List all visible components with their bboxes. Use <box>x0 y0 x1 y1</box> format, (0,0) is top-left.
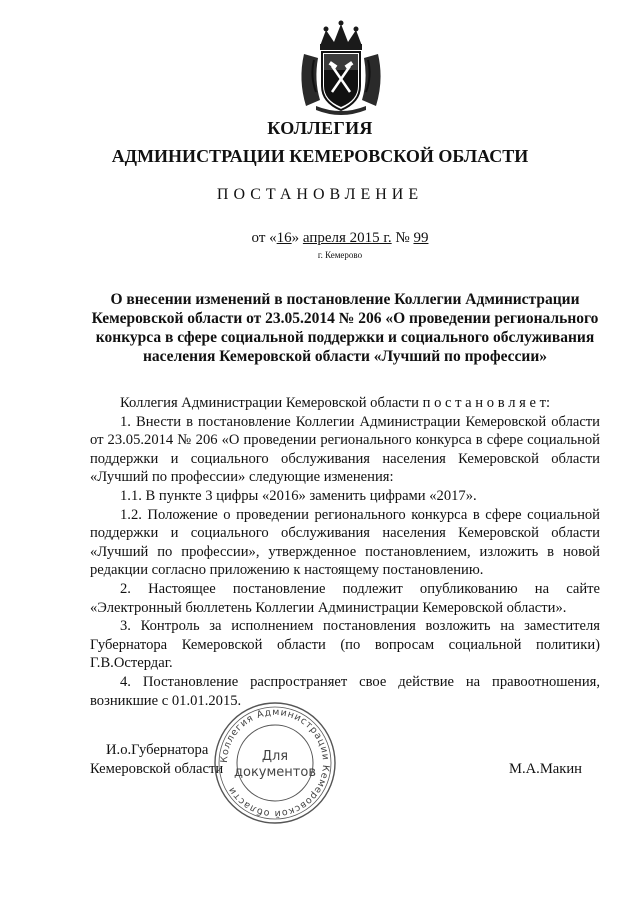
paragraph-3: 3. Контроль за исполнением постановления возложить на заместителя Губернатора Кемеровской области (по вопросам социальной политики) Г.В.Остердаг. <box>90 618 600 672</box>
paragraph-2: 2. Настоящее постановление подлежит опубликованию на сайте «Электронный бюллетень Коллегии Администрации Кемеровской области». <box>90 580 600 616</box>
intro-paragraph <box>90 394 600 413</box>
signatory-post-line1: И.о.Губернатора <box>106 742 209 758</box>
city-name: г. Кемерово <box>317 250 363 260</box>
document-number: 99 <box>413 230 429 246</box>
paragraph-1-1: 1.1. В пункте 3 цифры «2016» заменить цифрами «2017». <box>120 487 477 504</box>
coat-of-arms-icon <box>296 20 386 116</box>
org-name-line2: АДМИНИСТРАЦИИ КЕМЕРОВСКОЙ ОБЛАСТИ <box>111 146 529 166</box>
stamp-ring-text: Коллегия Администрации Кемеровской области <box>218 706 332 820</box>
intro-text: Коллегия Администрации Кемеровской области <box>120 395 419 411</box>
org-name-line1: КОЛЛЕГИЯ <box>267 118 373 138</box>
stamp-center-line2: документов <box>234 765 316 780</box>
document-type: ПОСТАНОВЛЕНИЕ <box>216 186 424 203</box>
signatory-post-line2: Кемеровской области <box>90 761 224 777</box>
paragraph-1: 1. Внести в постановление Коллегии Администрации Кемеровской области от 23.05.2014 № 206 «О проведении регионального конкурса в сфере социальной поддержки и социального обслуживания населения Кемеровской области «Лучший по профессии» следующие изменения: <box>90 413 600 486</box>
intro-verb: п о с т а н о в л я е т: <box>422 395 551 411</box>
official-stamp-icon <box>212 700 338 826</box>
date-day: 16 <box>276 230 292 246</box>
date-prefix: от « <box>251 230 277 246</box>
paragraph-1-2: 1.2. Положение о проведении регионального конкурса в сфере социальной поддержки и социального обслуживания населения Кемеровской области «Лучший по профессии», утвержденное постановлением, изложить в новой редакции согласно приложению к настоящему постановлению. <box>90 506 600 579</box>
paragraph-4: 4. Постановление распространяет свое действие на правоотношения, возникшие с 01.01.2015. <box>90 673 600 709</box>
number-sign: № <box>395 230 410 246</box>
stamp-center-line1: Для <box>261 749 289 764</box>
document-body <box>90 394 600 710</box>
document-title: О внесении изменений в постановление Коллегии Администрации Кемеровской области от 23.05.2014 № 206 «О проведении регионального конкурса в сфере социальной поддержки и социального обслуживания населения Кемеровской области «Лучший по профессии» <box>91 291 599 365</box>
document-date-line <box>200 230 480 247</box>
date-mid: » <box>291 230 300 246</box>
date-month-year: апреля 2015 г. <box>302 230 392 246</box>
signatory-name: М.А.Макин <box>509 761 582 777</box>
